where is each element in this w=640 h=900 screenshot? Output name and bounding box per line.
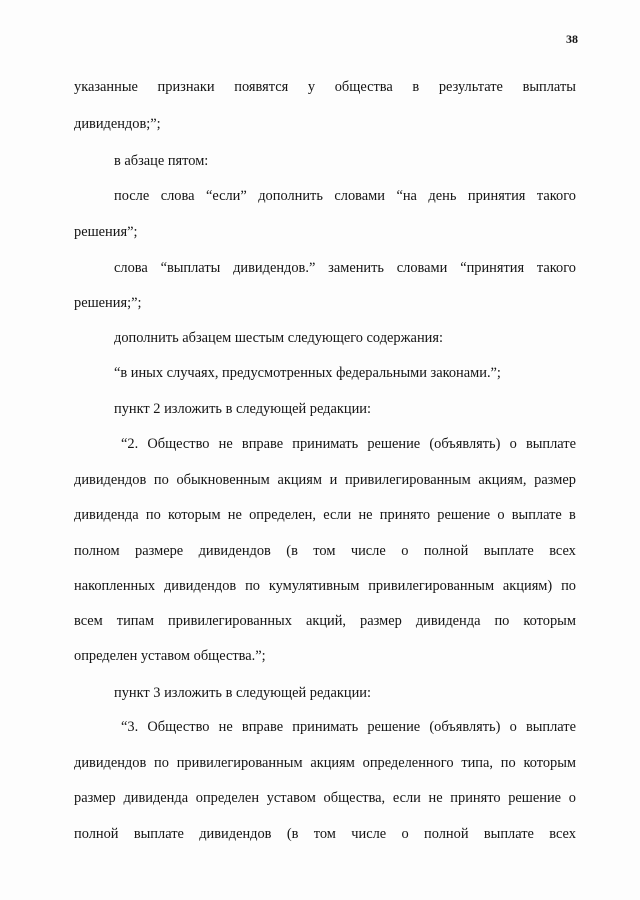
word: размер xyxy=(74,790,116,806)
word: акциям xyxy=(310,755,355,771)
word: том xyxy=(313,543,336,559)
word: по xyxy=(561,578,576,594)
word: не xyxy=(227,507,242,523)
word: дивидендов xyxy=(199,826,272,842)
word: такого xyxy=(536,260,576,276)
word: не xyxy=(428,790,443,806)
word: которым xyxy=(168,507,221,523)
word: общества, xyxy=(323,790,386,806)
word: полном xyxy=(74,543,120,559)
word: (в xyxy=(286,826,299,842)
word: кумулятивным xyxy=(268,578,360,594)
word: акций, xyxy=(305,613,347,629)
word: выплате xyxy=(525,436,576,452)
word: такого xyxy=(536,188,576,204)
word: всех xyxy=(549,826,576,842)
word: вправе xyxy=(241,719,284,735)
text-line-13 xyxy=(74,506,576,524)
word: дивиденда xyxy=(123,790,189,806)
word: принятия xyxy=(467,188,526,204)
text-line-8: дополнить абзацем шестым следующего содержания: xyxy=(114,330,443,346)
word: привилегированным xyxy=(344,472,471,488)
text-line-18: пункт 3 изложить в следующей редакции: xyxy=(114,685,371,701)
text-line-19 xyxy=(121,718,576,736)
word: которым xyxy=(523,755,576,771)
word: полной xyxy=(74,826,119,842)
word: дивидендов xyxy=(163,578,237,594)
word: и xyxy=(329,472,338,488)
word: по xyxy=(153,472,169,488)
text-line-6 xyxy=(114,259,576,277)
word: дивиденда xyxy=(74,507,139,523)
word: в xyxy=(412,79,420,95)
word: привилегированным xyxy=(176,755,303,771)
word: решение xyxy=(437,507,491,523)
word: день xyxy=(428,188,457,204)
word: накопленных xyxy=(74,578,156,594)
word: появятся xyxy=(234,79,289,95)
word: по xyxy=(494,613,510,629)
word: акциям xyxy=(277,472,322,488)
word: принимать xyxy=(292,436,359,452)
word: “выплаты xyxy=(160,260,221,276)
word: по xyxy=(154,755,169,771)
word: слова xyxy=(160,188,195,204)
word: всех xyxy=(549,543,576,559)
word: указанные xyxy=(74,79,138,95)
word: дивидендов xyxy=(74,755,147,771)
word: дивидендов xyxy=(74,472,147,488)
word: дивидендов xyxy=(198,543,271,559)
word: размер xyxy=(534,472,576,488)
word: “2. xyxy=(121,436,139,452)
word: выплате xyxy=(483,826,534,842)
word: решение xyxy=(367,436,421,452)
word: типа, xyxy=(461,755,493,771)
word: если xyxy=(323,507,352,523)
word: которым xyxy=(523,613,576,629)
word: акциям) xyxy=(502,578,553,594)
word: о xyxy=(497,507,505,523)
text-line-4 xyxy=(114,187,576,205)
word: выплате xyxy=(133,826,184,842)
word: определенного xyxy=(362,755,454,771)
word: “3. xyxy=(121,719,139,735)
word: размер xyxy=(360,613,402,629)
word: о xyxy=(509,719,517,735)
text-line-15 xyxy=(74,577,576,595)
word: решение xyxy=(508,790,562,806)
word: если xyxy=(392,790,421,806)
word: акциям, xyxy=(478,472,527,488)
text-line-21 xyxy=(74,789,576,807)
word: (объявлять) xyxy=(429,436,501,452)
word: (в xyxy=(286,543,298,559)
word: принимать xyxy=(292,719,359,735)
word: не xyxy=(358,507,373,523)
text-line-14 xyxy=(74,542,576,560)
word: обыкновенным xyxy=(176,472,270,488)
word: вправе xyxy=(241,436,284,452)
text-line-9: “в иных случаях, предусмотренных федеральными законами.”; xyxy=(114,365,501,381)
word: по xyxy=(500,755,516,771)
word: привилегированным xyxy=(368,578,495,594)
text-line-7: решения;”; xyxy=(74,295,142,311)
word: дополнить xyxy=(258,188,323,204)
word: Общество xyxy=(147,436,210,452)
word: выплаты xyxy=(522,79,576,95)
word: дивиденда xyxy=(415,613,481,629)
text-line-10: пункт 2 изложить в следующей редакции: xyxy=(114,401,371,417)
word: выплате xyxy=(483,543,534,559)
text-line-17: определен уставом общества.”; xyxy=(74,648,266,664)
word: у xyxy=(307,79,316,95)
word: типам xyxy=(116,613,154,629)
word: признаки xyxy=(157,79,215,95)
word: “на xyxy=(396,188,417,204)
word: определен xyxy=(195,790,260,806)
word: слова xyxy=(114,260,148,276)
word: числе xyxy=(350,543,386,559)
text-line-20 xyxy=(74,754,576,772)
word: результате xyxy=(438,79,503,95)
word: в xyxy=(569,507,576,523)
word: дивидендов.” xyxy=(233,260,316,276)
word: том xyxy=(313,826,336,842)
word: о xyxy=(401,826,409,842)
word: решение xyxy=(367,719,421,735)
word: общества xyxy=(334,79,393,95)
word: уставом xyxy=(266,790,316,806)
word: полной xyxy=(424,826,469,842)
text-line-12 xyxy=(74,471,576,489)
text-line-11 xyxy=(121,435,576,453)
word: выплате xyxy=(511,507,562,523)
word: принято xyxy=(379,507,431,523)
word: размере xyxy=(135,543,184,559)
word: “принятия xyxy=(460,260,525,276)
word: не xyxy=(218,719,233,735)
word: (объявлять) xyxy=(429,719,501,735)
text-line-3: в абзаце пятом: xyxy=(114,153,209,169)
word: определен, xyxy=(249,507,316,523)
page-number: 38 xyxy=(566,32,578,46)
word: о xyxy=(509,436,517,452)
word: принято xyxy=(450,790,501,806)
word: о xyxy=(401,543,409,559)
word: Общество xyxy=(147,719,210,735)
word: “если” xyxy=(205,188,247,204)
word: по xyxy=(245,578,260,594)
text-line-22 xyxy=(74,825,576,843)
word: по xyxy=(145,507,161,523)
text-line-1 xyxy=(74,78,576,96)
word: не xyxy=(218,436,233,452)
word: полной xyxy=(423,543,469,559)
word: о xyxy=(568,790,576,806)
word: заменить xyxy=(328,260,384,276)
word: привилегированных xyxy=(168,613,292,629)
word: всем xyxy=(74,613,103,629)
text-line-5: решения”; xyxy=(74,224,138,240)
text-line-2: дивидендов;”; xyxy=(74,116,161,132)
word: после xyxy=(114,188,150,204)
text-line-16 xyxy=(74,612,576,630)
word: числе xyxy=(351,826,387,842)
word: словами xyxy=(334,188,385,204)
word: словами xyxy=(396,260,448,276)
word: выплате xyxy=(525,719,576,735)
